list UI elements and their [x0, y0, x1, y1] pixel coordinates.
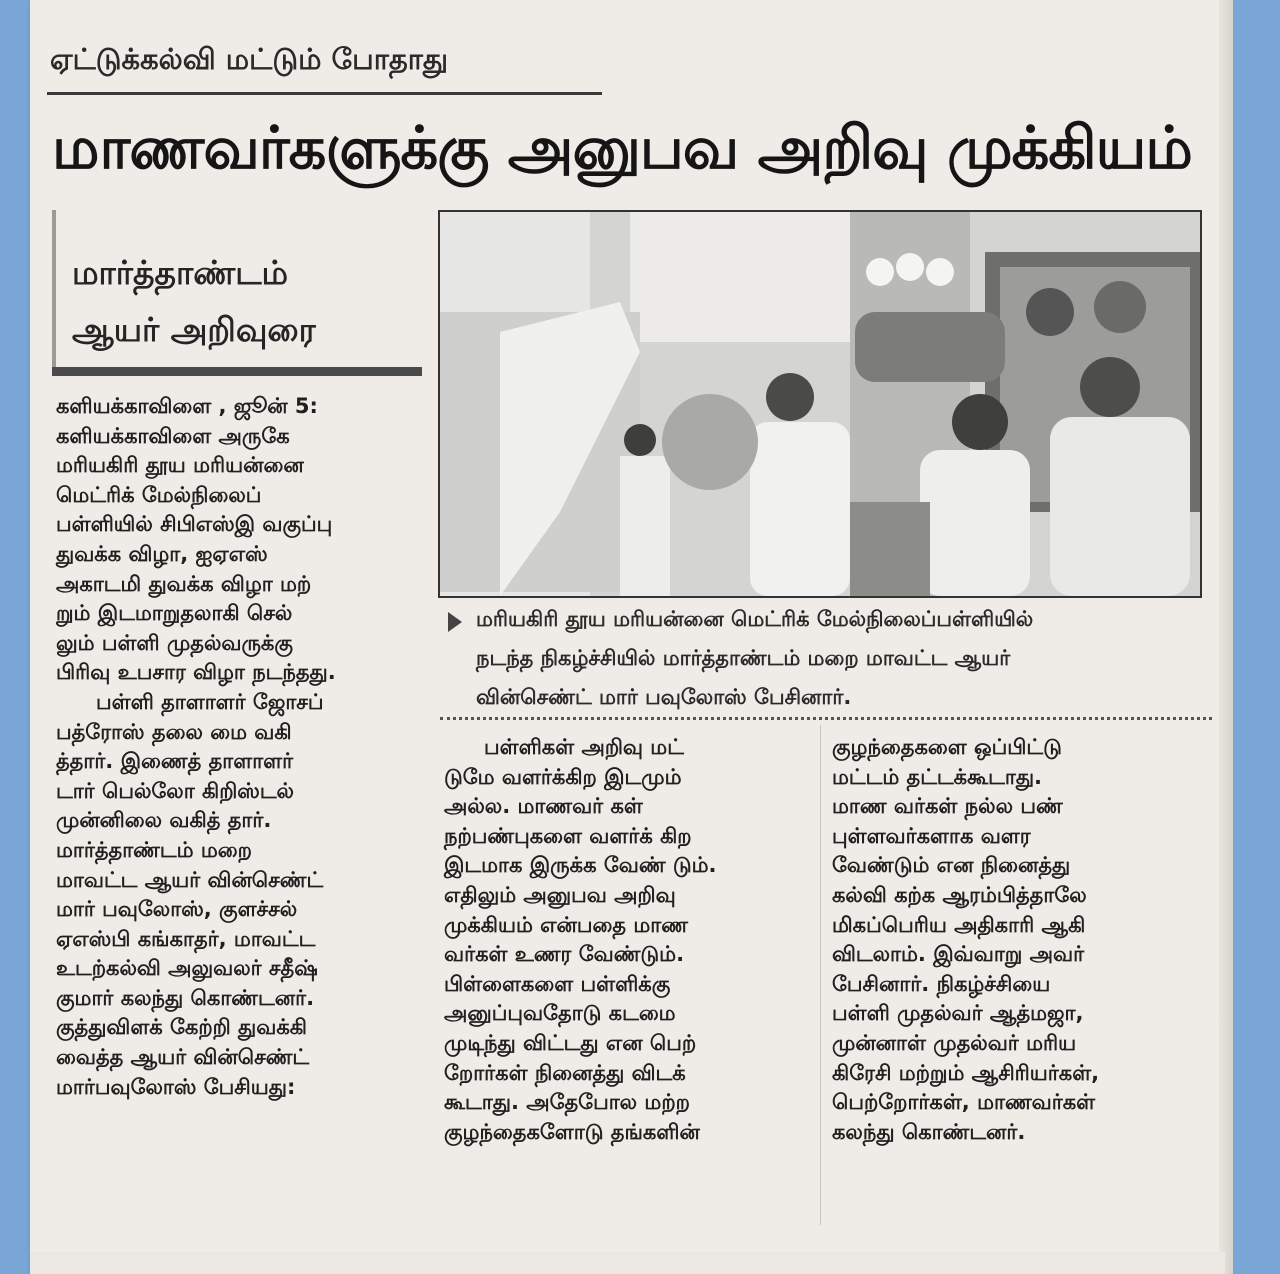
body-column-3: [832, 733, 1212, 1147]
body-line: குழந்தைகளை ஒப்பிட்டு: [832, 735, 1062, 759]
body-line: அல்ல. மாணவர் கள்: [444, 794, 643, 819]
body-line: மார் பவுலோஸ், குளச்சல்: [56, 897, 298, 922]
body-line: ஏஎஸ்பி கங்காதர், மாவட்ட: [56, 926, 316, 951]
body-line: நற்பண்புகளை வளர்க் கிற: [444, 823, 692, 848]
body-line: முடிந்து விட்டது என பெற்: [444, 1030, 697, 1055]
headline: மாணவர்களுக்கு அனுபவ அறிவு முக்கியம்: [52, 113, 1192, 182]
caption-line: மரியகிரி தூய மரியன்னை மெட்ரிக் மேல்நிலைப்பள்ளியில்: [476, 607, 1034, 631]
event-photo: [438, 210, 1202, 598]
body-line: மாவட்ட ஆயர் வின்செண்ட்: [56, 867, 324, 892]
body-line: மார்த்தாண்டம் மறை: [56, 837, 252, 862]
paper-edge: [1219, 0, 1233, 1274]
body-line: பிள்ளைகளை பள்ளிக்கு: [444, 971, 671, 996]
body-line: குமார் கலந்து கொண்டனர்.: [56, 985, 315, 1010]
paper-bottom-strip: [30, 1252, 1225, 1274]
body-line: கூடாது. அதேபோல மற்ற: [444, 1090, 690, 1115]
photo-caption: [476, 600, 1206, 717]
body-line: கல்வி கற்க ஆரம்பித்தாலே: [832, 882, 1087, 907]
body-line: புள்ளவர்களாக வளர: [832, 823, 1031, 848]
body-line: வைத்த ஆயர் வின்செண்ட்: [56, 1045, 310, 1070]
subhead-rule: [52, 367, 422, 376]
body-line: றோர்கள் நினைத்து விடக்: [444, 1060, 686, 1085]
body-line: த்தார். இணைத் தாளாளர்: [56, 749, 294, 774]
body-line: டார் பெல்லோ கிறிஸ்டல்: [56, 778, 294, 803]
body-line: முக்கியம் என்பதை மாண: [444, 912, 689, 937]
body-column-1: [56, 392, 416, 1102]
body-line: விடலாம். இவ்வாறு அவர்: [832, 942, 1085, 967]
body-line: பள்ளிகள் அறிவு மட்: [484, 735, 684, 759]
body-line: டுமே வளர்க்கிற இடமும்: [444, 764, 682, 789]
body-line: மெட்ரிக் மேல்நிலைப்: [56, 482, 262, 507]
subhead: [72, 244, 412, 358]
column-separator: [820, 725, 821, 1225]
body-line: லும் பள்ளி முதல்வருக்கு: [56, 630, 293, 655]
body-line: களியக்காவிளை அருகே: [56, 423, 290, 448]
body-line: குழந்தைகளோடு தங்களின்: [444, 1119, 700, 1144]
caption-arrow-icon: [448, 612, 462, 632]
body-line: குத்துவிளக் கேற்றி துவக்கி: [56, 1015, 307, 1040]
body-line: மாண வர்கள் நல்ல பண்: [832, 794, 1063, 819]
body-line: பள்ளி முதல்வர் ஆத்மஜா,: [832, 1001, 1084, 1026]
body-line: மரியகிரி தூய மரியன்னை: [56, 453, 304, 478]
subhead-side-rule: [52, 210, 56, 374]
body-line: கலந்து கொண்டனர்.: [832, 1119, 1026, 1144]
body-line: அகாடமி துவக்க விழா மற்: [56, 571, 312, 596]
body-line: வேண்டும் என நினைத்து: [832, 853, 1071, 878]
body-line: உடற்கல்வி அலுவலர் சதீஷ்: [56, 956, 318, 981]
body-line: பள்ளி தாளாளர் ஜோசப்: [96, 689, 324, 714]
body-line: பிரிவு உபசார விழா நடந்தது.: [56, 660, 336, 685]
body-line: கிரேசி மற்றும் ஆசிரியர்கள்,: [832, 1060, 1100, 1085]
caption-line: நடந்த நிகழ்ச்சியில் மார்த்தாண்டம் மறை மாவட்ட ஆயர்: [476, 646, 1011, 670]
kicker: ஏட்டுக்கல்வி மட்டும் போதாது: [50, 42, 449, 76]
caption-line: வின்செண்ட் மார் பவுலோஸ் பேசினார்.: [476, 685, 852, 709]
body-line: றும் இடமாறுதலாகி செல்: [56, 601, 293, 626]
body-column-2: [444, 733, 809, 1147]
subhead-line2: ஆயர் அறிவுரை: [72, 310, 316, 349]
body-line: பத்ரோஸ் தலை மை வகி: [56, 719, 292, 744]
body-line: வர்கள் உணர வேண்டும்.: [444, 942, 685, 967]
body-line: பள்ளியில் சிபிஎஸ்இ வகுப்பு: [56, 512, 333, 537]
kicker-rule: [47, 92, 602, 95]
event-photo-image: [440, 212, 1200, 596]
body-line: எதிலும் அனுபவ அறிவு: [444, 882, 676, 907]
body-line: முன்னாள் முதல்வர் மரிய: [832, 1030, 1077, 1055]
body-line: மிகப்பெரிய அதிகாரி ஆகி: [832, 912, 1086, 937]
body-line: அனுப்புவதோடு கடமை: [444, 1001, 676, 1026]
body-line: மார்பவுலோஸ் பேசியது:: [56, 1074, 296, 1099]
body-line: பெற்றோர்கள், மாணவர்கள்: [832, 1090, 1096, 1115]
body-line: மட்டம் தட்டக்கூடாது.: [832, 764, 1043, 789]
subhead-line1: மார்த்தாண்டம்: [72, 253, 289, 292]
body-line: துவக்க விழா, ஐஏஎஸ்: [56, 541, 268, 566]
body-line: பேசினார். நிகழ்ச்சியை: [832, 971, 1051, 996]
caption-divider: [440, 717, 1212, 720]
body-line: முன்னிலை வகித் தார்.: [56, 808, 272, 833]
body-line: இடமாக இருக்க வேண் டும்.: [444, 853, 717, 878]
dateline: களியக்காவிளை , ஜூன் 5:: [56, 394, 318, 418]
